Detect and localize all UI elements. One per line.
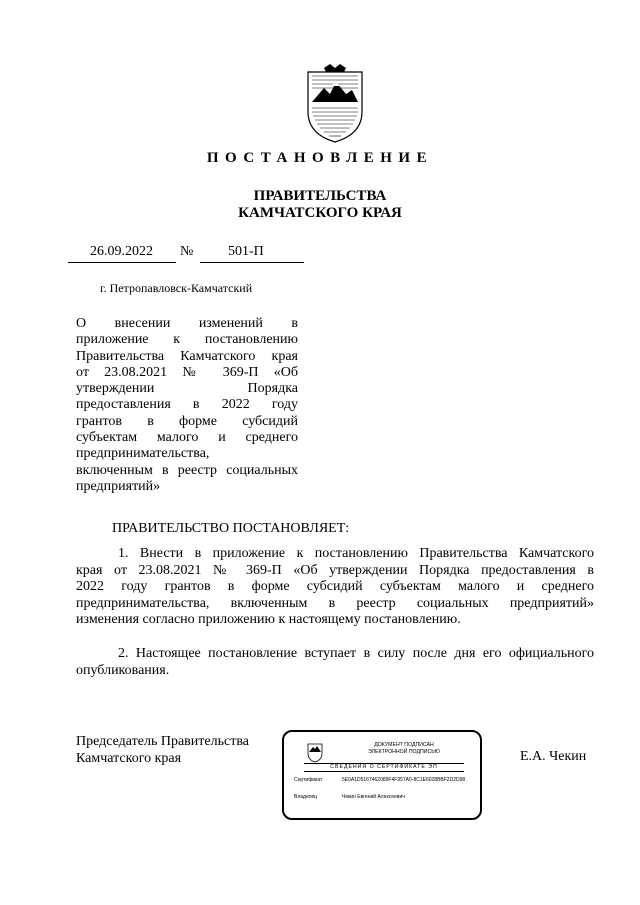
paragraph-line: изменения согласно приложению к настоящему постановлению. (76, 612, 461, 628)
subject-line: О внесении изменений в (76, 316, 298, 331)
kamchatka-coat-of-arms-icon (300, 62, 370, 144)
owner-value: Чекин Евгений Алексеевич (342, 794, 405, 800)
stamp-coat-of-arms-icon (306, 741, 324, 763)
number-underline (200, 262, 304, 263)
signer-position-line-1: Председатель Правительства (76, 734, 249, 749)
paragraph-line: опубликования. (76, 662, 170, 678)
place-of-issue: г. Петропавловск-Камчатский (100, 281, 253, 295)
document-number: 501-П (228, 244, 264, 259)
resolves-heading: ПРАВИТЕЛЬСТВО ПОСТАНОВЛЯЕТ: (112, 521, 350, 536)
subject-line: грантов в форме субсидий (76, 413, 298, 429)
signer-name: Е.А. Чекин (520, 749, 587, 764)
issuer-name (0, 188, 640, 222)
number-sign: № (180, 244, 194, 259)
document-date: 26.09.2022 (90, 244, 153, 259)
paragraph-1 (76, 546, 594, 629)
subject-line: Правительства Камчатского края (76, 348, 298, 364)
subject-line: предприятий» (76, 478, 161, 494)
paragraph-line: 2. Настоящее постановление вступает в силу после дня его официального (118, 646, 594, 661)
subject-line: предпринимательства, (76, 446, 210, 462)
signer-position-line-2: Камчатского края (76, 751, 182, 766)
signer-position (76, 733, 249, 767)
certificate-value: 5E0A1D5167462089F4F957A0-8C1E6028BBF2D2D98 (342, 777, 466, 783)
certificate-label: Сертификат (294, 777, 323, 783)
stamp-title-line-2: ЭЛЕКТРОННОЙ ПОДПИСЬЮ (368, 749, 440, 755)
subject-line: предоставления в 2022 году (76, 397, 298, 413)
paragraph-line: 2022 году грантов в форме субсидий субъектам малого и среднего (76, 579, 594, 595)
subject-line: утверждении Порядка (76, 381, 298, 397)
subject-line: приложение к постановлению (76, 332, 298, 348)
document-subject (76, 316, 298, 495)
subject-line: субъектам малого и среднего (76, 430, 298, 446)
paragraph-line: 1. Внести в приложение к постановлению Правительства Камчатского (118, 546, 594, 561)
stamp-title (334, 742, 474, 756)
date-underline (68, 262, 176, 263)
owner-label: Владелец (294, 794, 318, 800)
stamp-title-line-1: ДОКУМЕНТ ПОДПИСАН (374, 742, 434, 748)
paragraph-line: края от 23.08.2021 № 369-П «Об утверждении Порядка предоставления в (76, 562, 594, 578)
paragraph-line: предпринимательства, включенным в реестр социальных предприятий» (76, 595, 594, 611)
electronic-signature-stamp (282, 730, 482, 820)
issuer-line-2: КАМЧАТСКОГО КРАЯ (238, 205, 402, 221)
document-type: ПОСТАНОВЛЕНИЕ (206, 150, 434, 166)
subject-line: включенным в реестр социальных (76, 462, 298, 478)
subject-line: от 23.08.2021 № 369-П «Об (76, 364, 298, 380)
paragraph-2 (76, 646, 594, 679)
issuer-line-1: ПРАВИТЕЛЬСТВА (253, 188, 387, 204)
stamp-subtitle: СВЕДЕНИЯ О СЕРТИФИКАТЕ ЭП (304, 763, 464, 772)
